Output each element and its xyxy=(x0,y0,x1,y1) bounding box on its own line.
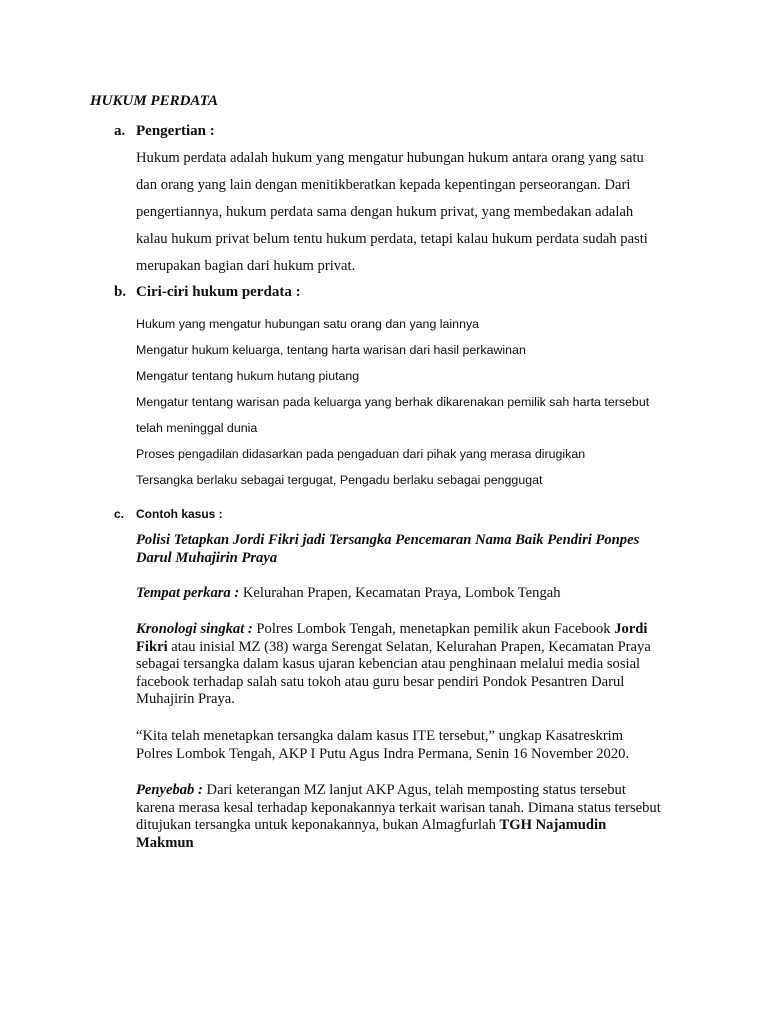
characteristics-list xyxy=(136,311,696,493)
quote-line: Polres Lombok Tengah, AKP I Putu Agus Indra Permana, Senin 16 November 2020. xyxy=(136,745,630,762)
quote-line: “Kita telah menetapkan tersangka dalam kasus ITE tersebut,” ungkap Kasatreskrim xyxy=(136,728,624,744)
location-label: Tempat perkara : xyxy=(136,585,240,601)
section-a-paragraph xyxy=(136,145,676,280)
paragraph-line: Hukum perdata adalah hukum yang mengatur hubungan hukum antara orang yang satu xyxy=(136,150,644,166)
list-item: Proses pengadilan didasarkan pada pengaduan dari pihak yang merasa dirugikan xyxy=(136,447,586,461)
case-chronology xyxy=(136,621,684,709)
case-title-line: Darul Muhajirin Praya xyxy=(136,549,278,566)
list-item: Mengatur hukum keluarga, tentang harta warisan dari hasil perkawinan xyxy=(136,343,526,357)
chronology-text: atau inisial MZ (38) warga Serengat Selatan, Kelurahan Prapen, Kecamatan Praya xyxy=(167,638,651,655)
list-item: Mengatur tentang warisan pada keluarga yang berhak dikarenakan pemilik sah harta tersebut xyxy=(136,395,650,409)
chronology-text: sebagai tersangka dalam kasus ujaran kebencian atau penghinaan melalui media sosial xyxy=(136,656,641,672)
paragraph-line: kalau hukum privat belum tentu hukum perdata, tetapi kalau hukum perdata sudah pasti xyxy=(136,231,648,247)
list-item: Hukum yang mengatur hubungan satu orang dan yang lainnya xyxy=(136,317,480,331)
section-b-marker: b. xyxy=(114,284,127,300)
case-location xyxy=(136,585,684,603)
page-title: HUKUM PERDATA xyxy=(90,93,218,109)
chronology-label: Kronologi singkat : xyxy=(136,621,253,637)
section-a-title: Pengertian : xyxy=(136,123,215,139)
chronology-text: Muhajirin Praya. xyxy=(136,691,235,707)
cause-text: Dari keterangan MZ lanjut AKP Agus, telah memposting status tersebut xyxy=(202,782,626,798)
list-item: telah meninggal dunia xyxy=(136,421,258,435)
case-title xyxy=(136,532,684,567)
chronology-text: Polres Lombok Tengah, menetapkan pemilik akun Facebook xyxy=(252,621,615,637)
section-a-marker: a. xyxy=(114,123,126,139)
cause-name-bold: Makmun xyxy=(136,834,194,851)
section-c-title: Contoh kasus : xyxy=(136,507,223,521)
cause-text: ditujukan tersangka untuk keponakannya, bukan Almagfurlah xyxy=(136,817,500,833)
chronology-text: facebook terhadap salah satu tokoh atau guru besar pendiri Pondok Pesantren Darul xyxy=(136,673,625,690)
cause-text: karena merasa kesal terhadap keponakannya terkait warisan tanah. Dimana status tersebut xyxy=(136,799,661,816)
case-quote xyxy=(136,728,684,763)
list-item: Tersangka berlaku sebagai tergugat, Pengadu berlaku sebagai penggugat xyxy=(136,473,543,487)
paragraph-line: dan orang yang lain dengan menitikberatkan kepada kepentingan perseorangan. Dari xyxy=(136,177,631,193)
section-b-heading xyxy=(114,284,301,301)
case-cause xyxy=(136,782,684,852)
section-b-title: Ciri-ciri hukum perdata : xyxy=(136,284,301,300)
cause-name-bold: TGH Najamudin xyxy=(499,817,607,833)
cause-label: Penyebab : xyxy=(136,782,203,798)
section-c-heading xyxy=(114,507,223,521)
paragraph-line: pengertiannya, hukum perdata sama dengan hukum privat, yang membedakan adalah xyxy=(136,204,634,220)
section-c-marker: c. xyxy=(114,507,125,521)
list-item: Mengatur tentang hukum hutang piutang xyxy=(136,369,360,383)
chronology-name-bold: Jordi xyxy=(614,621,648,637)
case-title-line: Polisi Tetapkan Jordi Fikri jadi Tersangka Pencemaran Nama Baik Pendiri Ponpes xyxy=(136,532,640,548)
location-value: Kelurahan Prapen, Kecamatan Praya, Lombok Tengah xyxy=(239,585,561,601)
paragraph-line: merupakan bagian dari hukum privat. xyxy=(136,258,356,274)
section-a-heading xyxy=(114,123,215,140)
chronology-name-bold: Fikri xyxy=(136,638,168,655)
